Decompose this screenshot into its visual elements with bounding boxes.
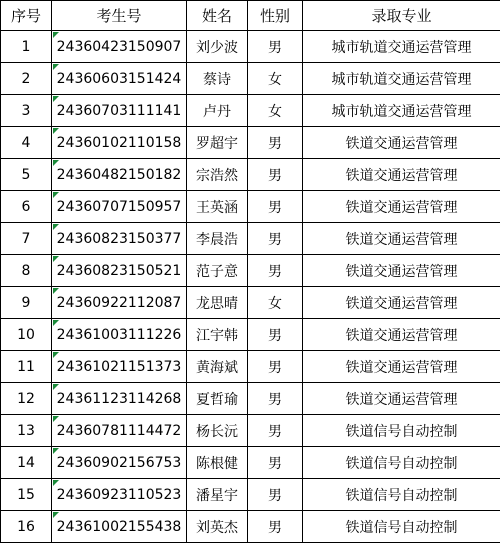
header-row bbox=[1, 1, 500, 31]
cell-major: 城市轨道交通运营管理 bbox=[303, 31, 500, 63]
cell-seq: 12 bbox=[1, 383, 52, 415]
cell-exam-number bbox=[52, 127, 187, 159]
cell-name: 陈根健 bbox=[187, 447, 248, 479]
cell-major: 铁道交通运营管理 bbox=[303, 223, 500, 255]
cell-seq: 2 bbox=[1, 63, 52, 95]
exam-number-text: 24361123114268 bbox=[56, 390, 182, 407]
header-exam-number: 考生号 bbox=[52, 1, 187, 31]
cell-flag-marker bbox=[53, 64, 59, 70]
cell-name: 刘少波 bbox=[187, 31, 248, 63]
cell-major: 铁道交通运营管理 bbox=[303, 351, 500, 383]
cell-flag-marker bbox=[53, 416, 59, 422]
cell-seq: 13 bbox=[1, 415, 52, 447]
exam-number-text: 24360823150521 bbox=[56, 262, 182, 279]
exam-number-text: 24360482150182 bbox=[56, 166, 182, 183]
cell-gender: 男 bbox=[248, 511, 303, 543]
cell-seq: 4 bbox=[1, 127, 52, 159]
header-seq: 序号 bbox=[1, 1, 52, 31]
cell-gender: 男 bbox=[248, 159, 303, 191]
cell-exam-number bbox=[52, 479, 187, 511]
cell-name: 蔡诗 bbox=[187, 63, 248, 95]
table-row bbox=[1, 351, 500, 383]
cell-major: 铁道交通运营管理 bbox=[303, 255, 500, 287]
cell-major: 铁道交通运营管理 bbox=[303, 383, 500, 415]
cell-major: 铁道交通运营管理 bbox=[303, 287, 500, 319]
exam-number-text: 24361003111226 bbox=[56, 326, 182, 343]
cell-exam-number bbox=[52, 223, 187, 255]
cell-major: 城市轨道交通运营管理 bbox=[303, 63, 500, 95]
header-major: 录取专业 bbox=[303, 1, 500, 31]
cell-name: 王英涵 bbox=[187, 191, 248, 223]
cell-exam-number bbox=[52, 63, 187, 95]
cell-seq: 7 bbox=[1, 223, 52, 255]
table-row bbox=[1, 287, 500, 319]
cell-name: 潘星宇 bbox=[187, 479, 248, 511]
cell-seq: 11 bbox=[1, 351, 52, 383]
cell-flag-marker bbox=[53, 256, 59, 262]
cell-name: 李晨浩 bbox=[187, 223, 248, 255]
cell-flag-marker bbox=[53, 32, 59, 38]
cell-flag-marker bbox=[53, 288, 59, 294]
table-row bbox=[1, 447, 500, 479]
cell-gender: 男 bbox=[248, 223, 303, 255]
cell-flag-marker bbox=[53, 352, 59, 358]
table-row bbox=[1, 159, 500, 191]
cell-gender: 男 bbox=[248, 447, 303, 479]
cell-exam-number bbox=[52, 319, 187, 351]
exam-number-text: 24360823150377 bbox=[56, 230, 182, 247]
cell-name: 夏哲瑜 bbox=[187, 383, 248, 415]
exam-number-text: 24360703111141 bbox=[56, 102, 182, 119]
cell-flag-marker bbox=[53, 128, 59, 134]
exam-number-text: 24360923110523 bbox=[56, 486, 182, 503]
table-row bbox=[1, 95, 500, 127]
cell-name: 江宇韩 bbox=[187, 319, 248, 351]
cell-seq: 8 bbox=[1, 255, 52, 287]
cell-gender: 女 bbox=[248, 287, 303, 319]
cell-flag-marker bbox=[53, 96, 59, 102]
cell-flag-marker bbox=[53, 192, 59, 198]
cell-seq: 16 bbox=[1, 511, 52, 543]
cell-flag-marker bbox=[53, 224, 59, 230]
exam-number-text: 24361021151373 bbox=[56, 358, 182, 375]
cell-gender: 男 bbox=[248, 127, 303, 159]
table-row bbox=[1, 415, 500, 447]
header-gender: 性别 bbox=[248, 1, 303, 31]
cell-seq: 6 bbox=[1, 191, 52, 223]
cell-name: 罗超宇 bbox=[187, 127, 248, 159]
cell-gender: 女 bbox=[248, 63, 303, 95]
cell-gender: 男 bbox=[248, 319, 303, 351]
cell-seq: 1 bbox=[1, 31, 52, 63]
cell-name: 范子意 bbox=[187, 255, 248, 287]
cell-seq: 9 bbox=[1, 287, 52, 319]
exam-number-text: 24360781114472 bbox=[56, 422, 182, 439]
cell-major: 铁道信号自动控制 bbox=[303, 479, 500, 511]
cell-exam-number bbox=[52, 511, 187, 543]
cell-major: 铁道交通运营管理 bbox=[303, 191, 500, 223]
cell-name: 龙思晴 bbox=[187, 287, 248, 319]
cell-major: 铁道交通运营管理 bbox=[303, 319, 500, 351]
cell-flag-marker bbox=[53, 384, 59, 390]
cell-gender: 女 bbox=[248, 95, 303, 127]
cell-flag-marker bbox=[53, 480, 59, 486]
table-row bbox=[1, 383, 500, 415]
exam-number-text: 24360922112087 bbox=[56, 294, 182, 311]
cell-major: 铁道信号自动控制 bbox=[303, 511, 500, 543]
exam-number-text: 24360423150907 bbox=[56, 38, 182, 55]
cell-seq: 3 bbox=[1, 95, 52, 127]
exam-number-text: 24360102110158 bbox=[56, 134, 182, 151]
cell-exam-number bbox=[52, 415, 187, 447]
table-row bbox=[1, 319, 500, 351]
cell-exam-number bbox=[52, 383, 187, 415]
cell-exam-number bbox=[52, 95, 187, 127]
cell-gender: 男 bbox=[248, 191, 303, 223]
cell-exam-number bbox=[52, 191, 187, 223]
table-row bbox=[1, 223, 500, 255]
cell-gender: 男 bbox=[248, 351, 303, 383]
cell-flag-marker bbox=[53, 512, 59, 518]
cell-gender: 男 bbox=[248, 31, 303, 63]
table-body bbox=[1, 31, 500, 543]
cell-major: 城市轨道交通运营管理 bbox=[303, 95, 500, 127]
cell-exam-number bbox=[52, 351, 187, 383]
cell-flag-marker bbox=[53, 160, 59, 166]
cell-flag-marker bbox=[53, 320, 59, 326]
cell-name: 宗浩然 bbox=[187, 159, 248, 191]
exam-number-text: 24361002155438 bbox=[56, 518, 182, 535]
cell-gender: 男 bbox=[248, 255, 303, 287]
cell-gender: 男 bbox=[248, 383, 303, 415]
cell-name: 卢丹 bbox=[187, 95, 248, 127]
cell-seq: 5 bbox=[1, 159, 52, 191]
cell-name: 杨长沅 bbox=[187, 415, 248, 447]
cell-seq: 15 bbox=[1, 479, 52, 511]
table-row bbox=[1, 191, 500, 223]
cell-exam-number bbox=[52, 287, 187, 319]
cell-flag-marker bbox=[53, 448, 59, 454]
cell-exam-number bbox=[52, 31, 187, 63]
cell-exam-number bbox=[52, 447, 187, 479]
table-row bbox=[1, 511, 500, 543]
cell-gender: 男 bbox=[248, 415, 303, 447]
exam-number-text: 24360707150957 bbox=[56, 198, 182, 215]
table-row bbox=[1, 127, 500, 159]
cell-major: 铁道信号自动控制 bbox=[303, 447, 500, 479]
table-row bbox=[1, 31, 500, 63]
cell-major: 铁道交通运营管理 bbox=[303, 159, 500, 191]
header-name: 姓名 bbox=[187, 1, 248, 31]
cell-seq: 10 bbox=[1, 319, 52, 351]
cell-major: 铁道信号自动控制 bbox=[303, 415, 500, 447]
cell-name: 刘英杰 bbox=[187, 511, 248, 543]
exam-number-text: 24360603151424 bbox=[56, 70, 182, 87]
exam-number-text: 24360902156753 bbox=[56, 454, 182, 471]
table-row bbox=[1, 479, 500, 511]
cell-exam-number bbox=[52, 255, 187, 287]
cell-major: 铁道交通运营管理 bbox=[303, 127, 500, 159]
cell-exam-number bbox=[52, 159, 187, 191]
table-row bbox=[1, 255, 500, 287]
cell-name: 黄海斌 bbox=[187, 351, 248, 383]
table-row bbox=[1, 63, 500, 95]
cell-seq: 14 bbox=[1, 447, 52, 479]
cell-gender: 男 bbox=[248, 479, 303, 511]
